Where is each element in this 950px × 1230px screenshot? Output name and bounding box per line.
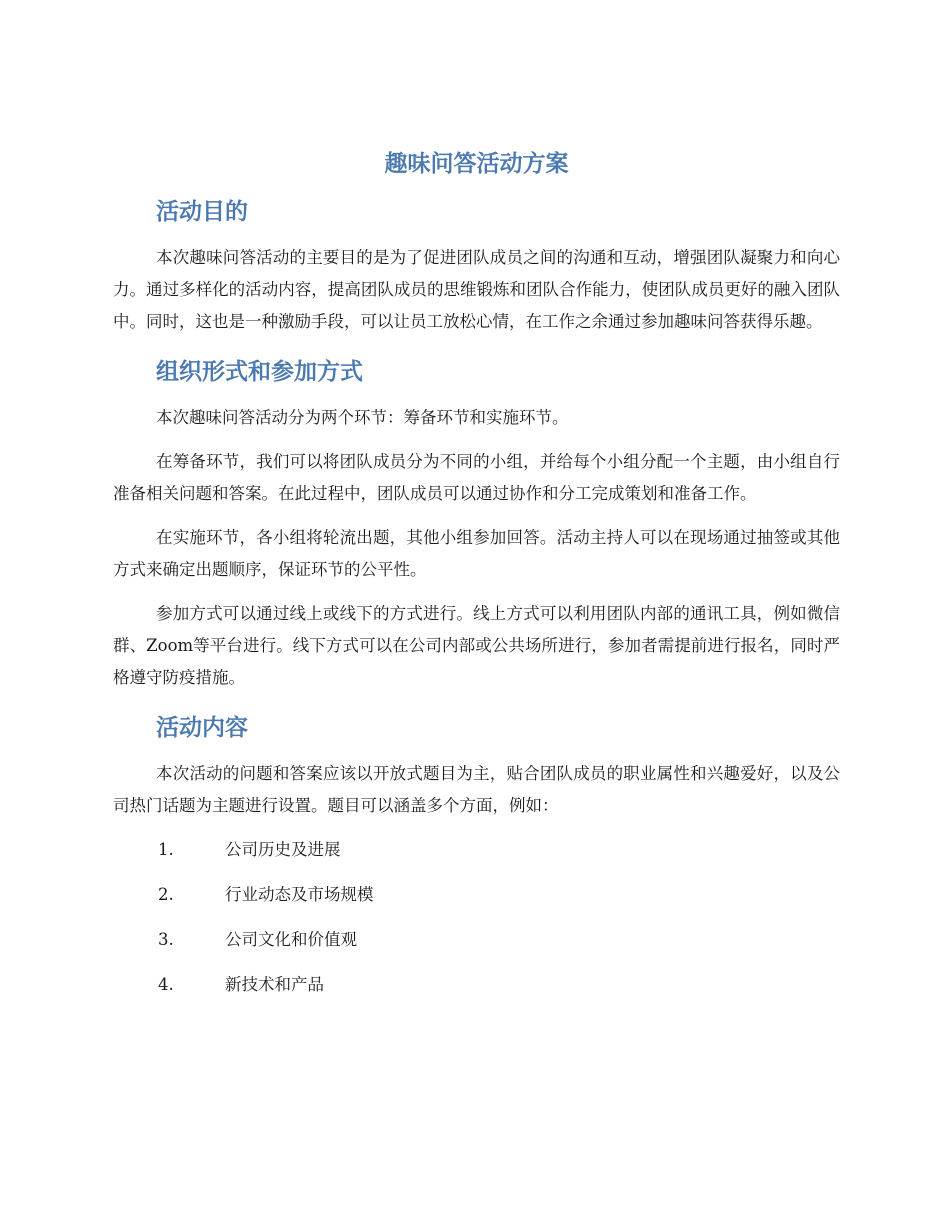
paragraph: 本次活动的问题和答案应该以开放式题目为主，贴合团队成员的职业属性和兴趣爱好，以及公司热门话题为主题进行设置。题目可以涵盖多个方面，例如： — [113, 764, 840, 815]
document-title: 趣味问答活动方案 — [384, 151, 569, 177]
section-content — [113, 708, 840, 1001]
section-purpose — [113, 192, 840, 338]
list-number: 1. — [158, 840, 174, 859]
list-number: 4. — [158, 975, 174, 994]
paragraph: 本次趣味问答活动的主要目的是为了促进团队成员之间的沟通和互动，增强团队凝聚力和向心力。通过多样化的活动内容，提高团队成员的思维锻炼和团队合作能力，使团队成员更好的融入团队中。同时，这也是一种激励手段，可以让员工放松心情，在工作之余通过参加趣味问答获得乐趣。 — [113, 248, 840, 331]
paragraph: 本次趣味问答活动分为两个环节：筹备环节和实施环节。 — [156, 408, 569, 427]
paragraph: 参加方式可以通过线上或线下的方式进行。线上方式可以利用团队内部的通讯工具，例如微信群、Zoom等平台进行。线下方式可以在公司内部或公共场所进行，参加者需提前进行报名，同时严格遵守防疫措施。 — [113, 604, 840, 687]
section-organization — [113, 352, 840, 694]
list-number: 3. — [158, 930, 174, 949]
list-item — [113, 924, 840, 956]
section-heading: 活动内容 — [156, 715, 248, 741]
list-number: 2. — [158, 885, 174, 904]
topic-list — [113, 834, 840, 1001]
paragraph: 在实施环节，各小组将轮流出题，其他小组参加回答。活动主持人可以在现场通过抽签或其他方式来确定出题顺序，保证环节的公平性。 — [113, 528, 840, 579]
list-text: 公司历史及进展 — [225, 840, 341, 859]
section-heading: 活动目的 — [156, 199, 248, 225]
paragraph: 在筹备环节，我们可以将团队成员分为不同的小组，并给每个小组分配一个主题，由小组自行准备相关问题和答案。在此过程中，团队成员可以通过协作和分工完成策划和准备工作。 — [113, 452, 840, 503]
document-page — [113, 146, 840, 1015]
list-item — [113, 969, 840, 1001]
list-item — [113, 834, 840, 866]
section-heading: 组织形式和参加方式 — [156, 359, 363, 385]
list-item — [113, 879, 840, 911]
list-text: 新技术和产品 — [225, 975, 324, 994]
list-text: 行业动态及市场规模 — [225, 885, 374, 904]
list-text: 公司文化和价值观 — [225, 930, 357, 949]
